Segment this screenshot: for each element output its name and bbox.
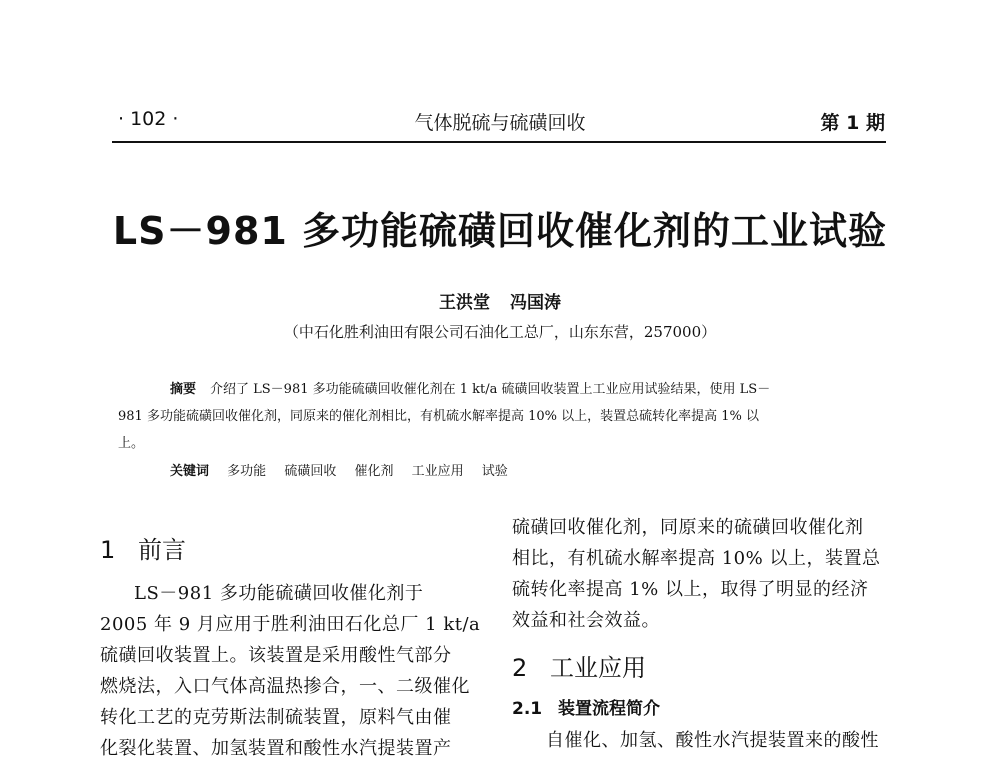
abstract-line: 981 多功能硫磺回收催化剂，同原来的催化剂相比，有机硫水解率提高 10% 以上，装置总硫转化率提高 1% 以: [118, 409, 759, 424]
body-line: 化裂化装置、加氢装置和酸性水汽提装置产: [100, 738, 452, 759]
page-number: · 102 ·: [118, 108, 179, 130]
issue-number: 第 1 期: [820, 112, 885, 134]
body-line: 燃烧法，入口气体高温热掺合，一、二级催化: [100, 676, 470, 697]
keyword: 催化剂: [354, 464, 394, 479]
subsection-heading: [512, 694, 902, 725]
authors: [0, 288, 1000, 313]
keywords-label: 关键词: [170, 464, 210, 479]
abstract-line: 上。: [118, 436, 145, 451]
author-name: 冯国涛: [509, 293, 561, 313]
header-rule: [112, 141, 886, 143]
body-line: 硫转化率提高 1% 以上，取得了明显的经济: [512, 579, 869, 600]
section-number: 1: [100, 536, 116, 564]
section-heading: [100, 530, 490, 570]
right-column: [512, 512, 902, 756]
keywords: [170, 460, 522, 479]
body-line: LS－981 多功能硫磺回收催化剂于: [134, 583, 424, 604]
keyword: 试验: [481, 464, 508, 479]
body-line: 2005 年 9 月应用于胜利油田石化总厂 1 kt/a: [100, 614, 481, 635]
abstract-text: 介绍了 LS－981 多功能硫磺回收催化剂在 1 kt/a 硫磺回收装置上工业应用试验结果，使用 LS－: [210, 382, 771, 397]
paper-title: LS－981 多功能硫磺回收催化剂的工业试验: [112, 209, 888, 253]
author-name: 王洪堂: [439, 293, 491, 313]
body-line: 转化工艺的克劳斯法制硫装置，原料气由催: [100, 707, 452, 728]
affiliation: （中石化胜利油田有限公司石油化工总厂，山东东营，257000）: [283, 323, 717, 341]
keyword: 多功能: [227, 464, 267, 479]
body-line: 相比，有机硫水解率提高 10% 以上，装置总: [512, 548, 881, 569]
left-column: [100, 512, 490, 764]
abstract-label: 摘要: [170, 382, 197, 397]
abstract-line: [170, 378, 770, 397]
subsection-title: 装置流程简介: [558, 699, 660, 719]
journal-title: 气体脱硫与硫磺回收: [414, 112, 586, 134]
subsection-number: 2.1: [512, 699, 543, 719]
keyword: 工业应用: [411, 464, 464, 479]
section-title: 工业应用: [550, 654, 646, 682]
keyword: 硫磺回收: [284, 464, 337, 479]
body-line: 效益和社会效益。: [512, 610, 660, 631]
section-number: 2: [512, 654, 528, 682]
body-line: 硫磺回收催化剂，同原来的硫磺回收催化剂: [512, 517, 864, 538]
body-line: 自催化、加氢、酸性水汽提装置来的酸性: [546, 730, 879, 751]
section-title: 前言: [138, 536, 186, 564]
section-heading: [512, 648, 902, 688]
body-line: 硫磺回收装置上。该装置是采用酸性气部分: [100, 645, 452, 666]
